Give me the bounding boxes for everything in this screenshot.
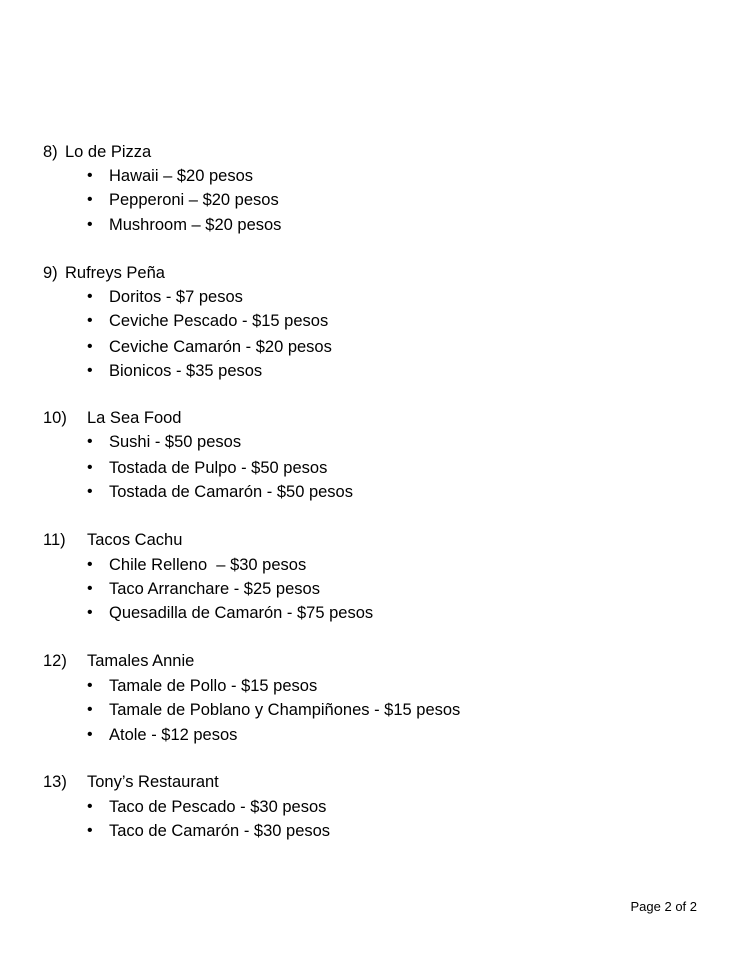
bullet-icon: • — [87, 216, 93, 233]
menu-item-text: Tamale de Pollo - $15 pesos — [109, 677, 318, 695]
menu-item-text: Mushroom – $20 pesos — [109, 216, 282, 234]
restaurant-name: Rufreys Peña — [65, 264, 165, 282]
bullet-icon: • — [87, 726, 93, 743]
restaurant-number: 10) — [43, 409, 67, 427]
menu-item-text: Atole - $12 pesos — [109, 726, 238, 744]
restaurant-heading — [43, 142, 152, 162]
menu-item-text: Sushi - $50 pesos — [109, 433, 242, 451]
restaurant-name: La Sea Food — [87, 409, 182, 427]
bullet-icon: • — [87, 822, 93, 839]
menu-item-text: Tostada de Camarón - $50 pesos — [109, 483, 353, 501]
menu-item-text: Hawaii – $20 pesos — [109, 167, 254, 185]
bullet-icon: • — [87, 483, 93, 500]
bullet-icon: • — [87, 604, 93, 621]
bullet-icon: • — [87, 312, 93, 329]
restaurant-heading — [43, 651, 195, 671]
restaurant-number: 12) — [43, 652, 67, 670]
restaurant-name: Lo de Pizza — [65, 143, 152, 161]
bullet-icon: • — [87, 701, 93, 718]
restaurant-name: Tony’s Restaurant — [87, 773, 219, 791]
bullet-icon: • — [87, 798, 93, 815]
bullet-icon: • — [87, 580, 93, 597]
bullet-icon: • — [87, 167, 93, 184]
bullet-icon: • — [87, 677, 93, 694]
bullet-icon: • — [87, 556, 93, 573]
page-number-footer: Page 2 of 2 — [630, 899, 697, 914]
bullet-icon: • — [87, 459, 93, 476]
menu-item-text: Chile Relleno – $30 pesos — [109, 556, 307, 574]
menu-item-text: Taco Arranchare - $25 pesos — [109, 580, 320, 598]
restaurant-number: 11) — [43, 531, 66, 549]
bullet-icon: • — [87, 338, 93, 355]
restaurant-number: 9) — [43, 264, 58, 282]
menu-item-text: Tostada de Pulpo - $50 pesos — [109, 459, 328, 477]
menu-item-text: Ceviche Pescado - $15 pesos — [109, 312, 329, 330]
restaurant-name: Tamales Annie — [87, 652, 195, 670]
restaurant-heading — [43, 530, 183, 550]
restaurant-name: Tacos Cachu — [87, 531, 183, 549]
menu-item-text: Taco de Camarón - $30 pesos — [109, 822, 331, 840]
menu-item-text: Pepperoni – $20 pesos — [109, 191, 279, 209]
restaurant-heading — [43, 408, 182, 428]
bullet-icon: • — [87, 288, 93, 305]
menu-item-text: Doritos - $7 pesos — [109, 288, 243, 306]
menu-item-text: Bionicos - $35 pesos — [109, 362, 263, 380]
bullet-icon: • — [87, 191, 93, 208]
bullet-icon: • — [87, 362, 93, 379]
restaurant-heading — [43, 263, 165, 283]
menu-item-text: Ceviche Camarón - $20 pesos — [109, 338, 332, 356]
restaurant-heading — [43, 772, 219, 792]
restaurant-number: 13) — [43, 773, 67, 791]
bullet-icon: • — [87, 433, 93, 450]
menu-item-text: Quesadilla de Camarón - $75 pesos — [109, 604, 374, 622]
menu-item-text: Taco de Pescado - $30 pesos — [109, 798, 327, 816]
restaurant-number: 8) — [43, 143, 58, 161]
menu-item-text: Tamale de Poblano y Champiñones - $15 pesos — [109, 701, 461, 719]
